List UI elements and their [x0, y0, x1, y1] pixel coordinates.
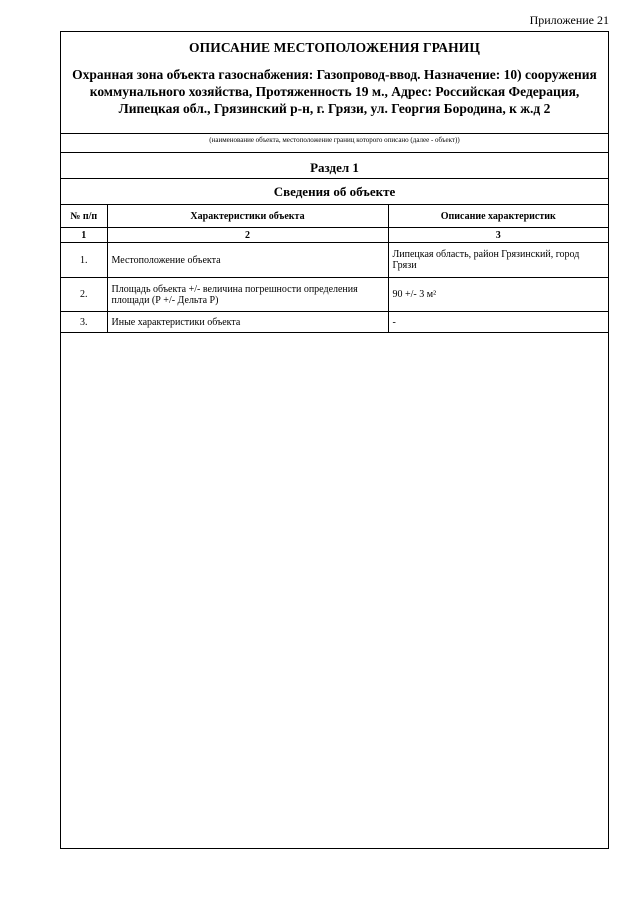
column-number: 2: [107, 228, 388, 243]
subsection-title: Сведения об объекте: [273, 184, 396, 199]
header-cell: Характеристики объекта: [107, 205, 388, 228]
row-number: 2.: [61, 278, 107, 312]
appendix-label: Приложение 21: [529, 13, 609, 27]
row-characteristic: Иные характеристики объекта: [107, 312, 388, 333]
row-number: 3.: [61, 312, 107, 333]
divider: [61, 152, 608, 153]
table-row: [61, 243, 608, 278]
table-header-row: [61, 205, 608, 228]
object-name: Охранная зона объекта газоснабжения: Газопровод-ввод. Назначение: 10) сооружения коммунального хозяйства, Протяженность 19 м., Адрес: Российская Федерация, Липецкая обл., Грязинский р-н, г. Грязи, ул. Георгия Бородина, к ж.д 2: [72, 67, 597, 116]
divider: [61, 133, 608, 134]
row-characteristic: Местоположение объекта: [107, 243, 388, 278]
row-number: 1.: [61, 243, 107, 278]
document-title: ОПИСАНИЕ МЕСТОПОЛОЖЕНИЯ ГРАНИЦ: [189, 40, 480, 55]
column-number-row: [61, 228, 608, 243]
column-number: 1: [61, 228, 107, 243]
row-characteristic: Площадь объекта +/- величина погрешности определения площади (Р +/- Дельта Р): [107, 278, 388, 312]
row-description: Липецкая область, район Грязинский, город Грязи: [388, 243, 608, 278]
table-row: [61, 312, 608, 333]
row-description: 90 +/- 3 м²: [388, 278, 608, 312]
table-row: [61, 278, 608, 312]
object-caption: (наименование объекта, местоположение границ которого описано (далее - объект)): [209, 136, 460, 144]
divider: [61, 178, 608, 179]
column-number: 3: [388, 228, 608, 243]
header-cell: № п/п: [61, 205, 107, 228]
header-cell: Описание характеристик: [388, 205, 608, 228]
document-frame: [60, 31, 609, 849]
object-info-table: [61, 204, 608, 333]
row-description: -: [388, 312, 608, 333]
section-title: Раздел 1: [310, 160, 359, 175]
